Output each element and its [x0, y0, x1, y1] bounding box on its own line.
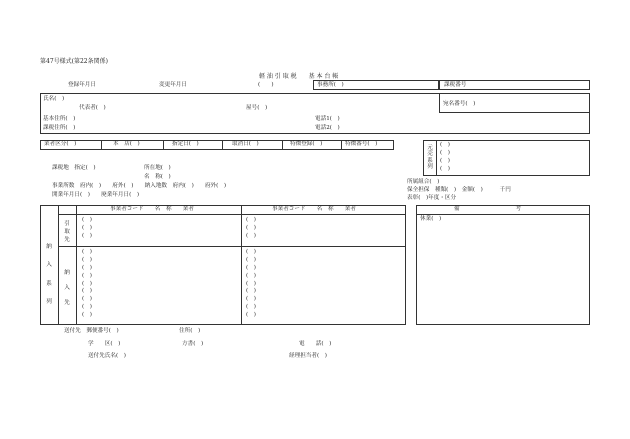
origin-field[interactable]: ( ) [440, 142, 450, 148]
supply-field[interactable]: ( ) [82, 272, 92, 279]
pickup-field[interactable]: ( ) [82, 232, 92, 239]
pickup-field[interactable]: ( ) [246, 224, 256, 231]
supplier-div-c [241, 205, 242, 325]
supply-field[interactable]: ( ) [246, 304, 256, 311]
change-date-label: 変更年月日 [159, 82, 187, 88]
owner-divider-h [439, 112, 590, 113]
supply-field[interactable]: ( ) [82, 264, 92, 271]
supply-field[interactable]: ( ) [82, 312, 92, 319]
phone-field[interactable]: 電 話( ) [299, 341, 332, 347]
security-field[interactable]: 保全担保 種類( ) 金額( ) 千円 [407, 187, 511, 193]
business-class-field[interactable]: 業者区分( ) [44, 141, 77, 147]
owner-divider [439, 93, 440, 112]
trade-name-field[interactable]: 屋号( ) [246, 105, 268, 111]
supply-field[interactable]: ( ) [246, 280, 256, 287]
pickup-field[interactable]: ( ) [246, 217, 256, 223]
tax-address-location-field[interactable]: 所在地( ) [144, 165, 171, 171]
head-office-field[interactable]: 本 店( ) [113, 141, 140, 147]
pickup-label: 引取先 [64, 221, 70, 243]
form-number: 第47号様式(第22条関係) [40, 58, 108, 65]
origin-field[interactable]: ( ) [440, 149, 450, 156]
origin-list [440, 142, 450, 174]
phone1-field[interactable]: 電話1( ) [315, 116, 340, 122]
office-field: 事務所( ) [317, 82, 344, 88]
base-address-field[interactable]: 基本住所( ) [43, 116, 76, 122]
supplier-div-b [76, 205, 77, 325]
supply-field[interactable]: ( ) [246, 288, 256, 295]
origin-field[interactable]: ( ) [440, 157, 450, 164]
supplier-header-line [58, 214, 406, 215]
supplier-section-line [58, 246, 406, 247]
remarks-header-line [416, 214, 590, 215]
area-field[interactable]: 方書( ) [182, 341, 204, 347]
manager-field[interactable]: 経理担当者( ) [289, 353, 327, 359]
phone2-field[interactable]: 電話2( ) [315, 125, 340, 131]
tax-designation-field[interactable]: 課税地 指定( ) [52, 165, 96, 171]
origin-divider [436, 140, 437, 176]
school-district-field[interactable]: 学 区( ) [88, 341, 121, 347]
pickup-field[interactable]: ( ) [82, 224, 92, 231]
business-div-1 [101, 140, 102, 150]
origin-label: 元売系列 [427, 145, 433, 171]
special-number-field[interactable]: 特徴番号( ) [345, 141, 378, 147]
supply-field[interactable]: ( ) [246, 272, 256, 279]
business-div-5 [341, 140, 342, 150]
supply-field[interactable]: ( ) [246, 312, 256, 319]
supply-field[interactable]: ( ) [246, 256, 256, 263]
designation-date-field[interactable]: 指定日( ) [172, 141, 199, 147]
supplier-header-right: 事業者コード 名 称 業者 [272, 206, 356, 212]
supply-field[interactable]: ( ) [82, 256, 92, 263]
supply-left-list [82, 249, 92, 320]
supplier-header-left: 事業者コード 名 称 業者 [110, 206, 194, 212]
cancel-date-field[interactable]: 取消日( ) [232, 141, 259, 147]
supply-field[interactable]: ( ) [82, 249, 92, 255]
supply-field[interactable]: ( ) [246, 296, 256, 303]
mail-name-number-field[interactable]: 宛名番号( ) [443, 101, 476, 107]
supply-field[interactable]: ( ) [82, 304, 92, 311]
origin-field[interactable]: ( ) [440, 165, 450, 172]
remarks-header: 備 考 [454, 206, 522, 212]
supplier-table [40, 205, 406, 325]
page-title: 軽 油 引 取 税 基 本 台 帳 [259, 73, 339, 80]
delivery-label: 納入系列 [46, 244, 52, 306]
business-div-2 [163, 140, 164, 150]
closed-field[interactable]: 休業( ) [420, 216, 442, 222]
business-div-3 [222, 140, 223, 150]
send-postal-field[interactable]: 送付先 郵便番号( ) [64, 328, 119, 334]
pickup-field[interactable]: ( ) [82, 217, 92, 223]
supply-label: 納入先 [64, 270, 70, 307]
name-field[interactable]: 氏名( ) [43, 96, 65, 102]
recipient-name-field[interactable]: 送付先氏名( ) [88, 353, 126, 359]
send-address-field[interactable]: 住所( ) [179, 328, 201, 334]
tax-address-field[interactable]: 課税住所( ) [43, 125, 76, 131]
registration-date-label: 登録年月日 [68, 82, 96, 88]
business-div-4 [282, 140, 283, 150]
award-field[interactable]: 表彰( )年度・区分 [407, 195, 457, 201]
supply-field[interactable]: ( ) [246, 249, 256, 255]
supplier-div-a [58, 205, 59, 325]
supply-field[interactable]: ( ) [82, 288, 92, 295]
tax-number-label: 課税番号 [444, 82, 467, 88]
supply-field[interactable]: ( ) [82, 296, 92, 303]
supply-right-list [246, 249, 256, 320]
office-counts-field[interactable]: 事業所数 府内( ) 府外( ) 納入地数 府内( ) 府外( ) [52, 183, 227, 189]
pickup-field[interactable]: ( ) [246, 232, 256, 239]
pickup-right-list [246, 217, 256, 241]
representative-field[interactable]: 代表者( ) [79, 105, 106, 111]
supply-field[interactable]: ( ) [82, 280, 92, 287]
pickup-left-list [82, 217, 92, 241]
supply-field[interactable]: ( ) [246, 264, 256, 271]
change-date-field[interactable]: ( ) [258, 82, 274, 88]
special-registration-field[interactable]: 特徴登録( ) [290, 141, 323, 147]
business-dates-field[interactable]: 開業年月日( ) 廃業年月日( ) [52, 192, 140, 198]
tax-location-name-field[interactable]: 名 称( ) [144, 174, 171, 180]
affiliation-field[interactable]: 所属組合( ) [407, 179, 440, 185]
remarks-box [416, 205, 590, 325]
